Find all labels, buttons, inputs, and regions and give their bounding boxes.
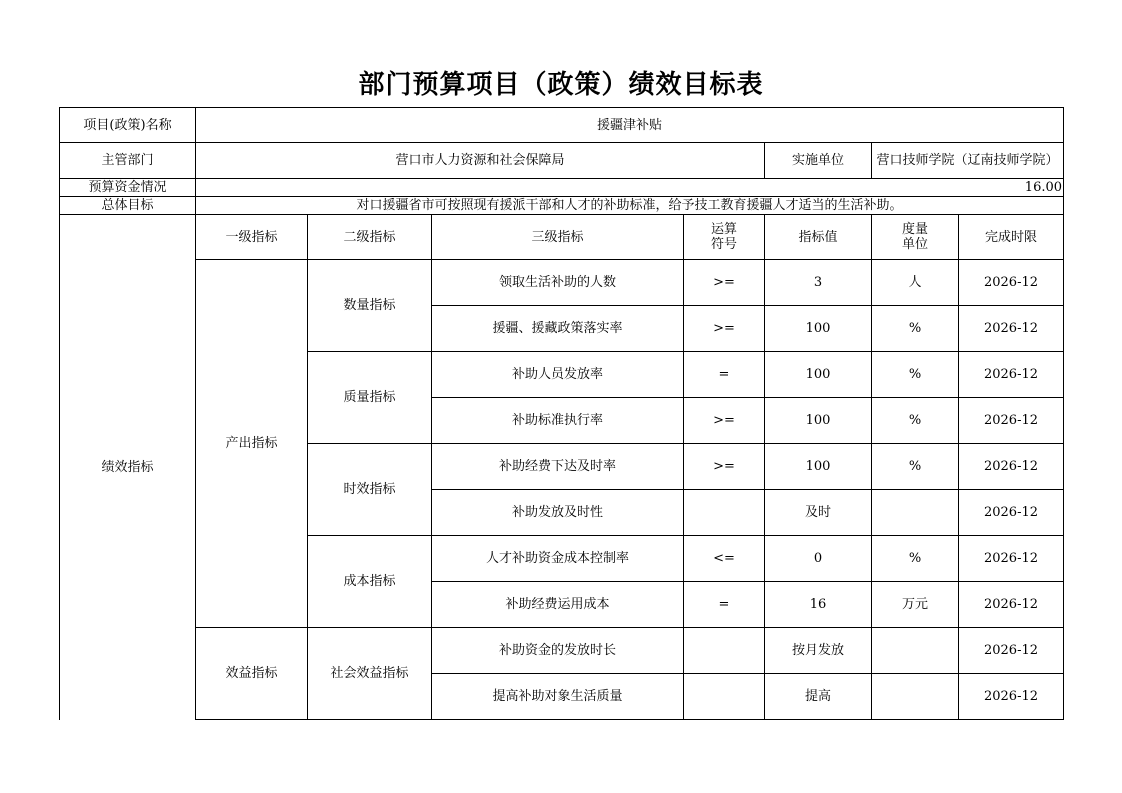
indicator-deadline: 2026-12 [959, 536, 1064, 582]
funds-label: 预算资金情况 [60, 179, 196, 197]
indicator-name: 补助经费下达及时率 [432, 444, 684, 490]
department-row [60, 143, 1064, 179]
header-operator [684, 215, 765, 260]
department-label: 主管部门 [60, 143, 196, 179]
indicator-operator [684, 674, 765, 720]
header-level3: 三级指标 [432, 215, 684, 260]
indicator-unit: % [872, 444, 959, 490]
indicator-operator: >= [684, 444, 765, 490]
project-name-row [60, 108, 1064, 143]
header-unit-line2: 单位 [901, 237, 928, 252]
indicator-deadline: 2026-12 [959, 352, 1064, 398]
indicator-unit: % [872, 398, 959, 444]
indicator-operator: >= [684, 398, 765, 444]
header-level2: 二级指标 [308, 215, 432, 260]
indicator-deadline: 2026-12 [959, 490, 1064, 536]
group-timeliness: 时效指标 [308, 444, 432, 536]
indicator-unit: 万元 [872, 582, 959, 628]
indicator-deadline: 2026-12 [959, 398, 1064, 444]
group-cost: 成本指标 [308, 536, 432, 628]
goal-row [60, 197, 1064, 215]
group-output: 产出指标 [196, 260, 308, 628]
indicator-deadline: 2026-12 [959, 628, 1064, 674]
group-quantity: 数量指标 [308, 260, 432, 352]
indicator-name: 补助标准执行率 [432, 398, 684, 444]
indicator-value: 0 [765, 536, 872, 582]
goal-value: 对口援疆省市可按照现有援派干部和人才的补助标准，给予技工教育援疆人才适当的生活补助。 [196, 197, 1064, 215]
indicator-name: 领取生活补助的人数 [432, 260, 684, 306]
indicator-operator: >= [684, 260, 765, 306]
indicator-unit: % [872, 352, 959, 398]
indicator-operator: <= [684, 536, 765, 582]
page-title: 部门预算项目（政策）绩效目标表 [358, 70, 764, 100]
header-row [60, 215, 1064, 260]
funds-row [60, 179, 1064, 197]
indicator-operator [684, 490, 765, 536]
indicator-deadline: 2026-12 [959, 444, 1064, 490]
indicator-deadline: 2026-12 [959, 674, 1064, 720]
indicator-unit [872, 490, 959, 536]
indicator-value: 及时 [765, 490, 872, 536]
table-row [60, 260, 1064, 306]
indicator-deadline: 2026-12 [959, 306, 1064, 352]
group-benefit: 效益指标 [196, 628, 308, 720]
indicator-value: 3 [765, 260, 872, 306]
indicator-value: 100 [765, 306, 872, 352]
indicator-unit: % [872, 306, 959, 352]
group-social: 社会效益指标 [308, 628, 432, 720]
indicator-deadline: 2026-12 [959, 260, 1064, 306]
indicator-value: 100 [765, 444, 872, 490]
header-operator-line2: 符号 [710, 237, 737, 252]
indicator-value: 100 [765, 398, 872, 444]
indicator-operator: = [684, 352, 765, 398]
department-value: 营口市人力资源和社会保障局 [196, 143, 765, 179]
header-level1: 一级指标 [196, 215, 308, 260]
funds-value: 16.00 [196, 179, 1064, 197]
indicator-unit [872, 674, 959, 720]
indicator-unit: % [872, 536, 959, 582]
indicator-name: 补助资金的发放时长 [432, 628, 684, 674]
header-unit-line1: 度量 [901, 222, 928, 237]
indicator-name: 提高补助对象生活质量 [432, 674, 684, 720]
table-row [60, 628, 1064, 674]
indicator-value: 按月发放 [765, 628, 872, 674]
indicator-value: 提高 [765, 674, 872, 720]
indicator-name: 补助发放及时性 [432, 490, 684, 536]
goal-label: 总体目标 [60, 197, 196, 215]
indicator-deadline: 2026-12 [959, 582, 1064, 628]
performance-target-table [59, 107, 1064, 720]
implementing-unit-label: 实施单位 [765, 143, 872, 179]
indicator-value: 100 [765, 352, 872, 398]
project-name-label: 项目(政策)名称 [60, 108, 196, 143]
project-name-value: 援疆津补贴 [196, 108, 1064, 143]
header-target: 指标值 [765, 215, 872, 260]
indicator-unit: 人 [872, 260, 959, 306]
indicator-name: 援疆、援藏政策落实率 [432, 306, 684, 352]
header-deadline: 完成时限 [959, 215, 1064, 260]
indicator-name: 人才补助资金成本控制率 [432, 536, 684, 582]
indicator-name: 补助经费运用成本 [432, 582, 684, 628]
indicator-operator [684, 628, 765, 674]
group-quality: 质量指标 [308, 352, 432, 444]
indicator-name: 补助人员发放率 [432, 352, 684, 398]
implementing-unit-value: 营口技师学院（辽南技师学院） [872, 143, 1064, 179]
performance-indicators-label: 绩效指标 [60, 215, 196, 720]
indicator-operator: >= [684, 306, 765, 352]
header-operator-line1: 运算 [710, 222, 737, 237]
indicator-operator: = [684, 582, 765, 628]
indicator-unit [872, 628, 959, 674]
header-unit [872, 215, 959, 260]
indicator-value: 16 [765, 582, 872, 628]
